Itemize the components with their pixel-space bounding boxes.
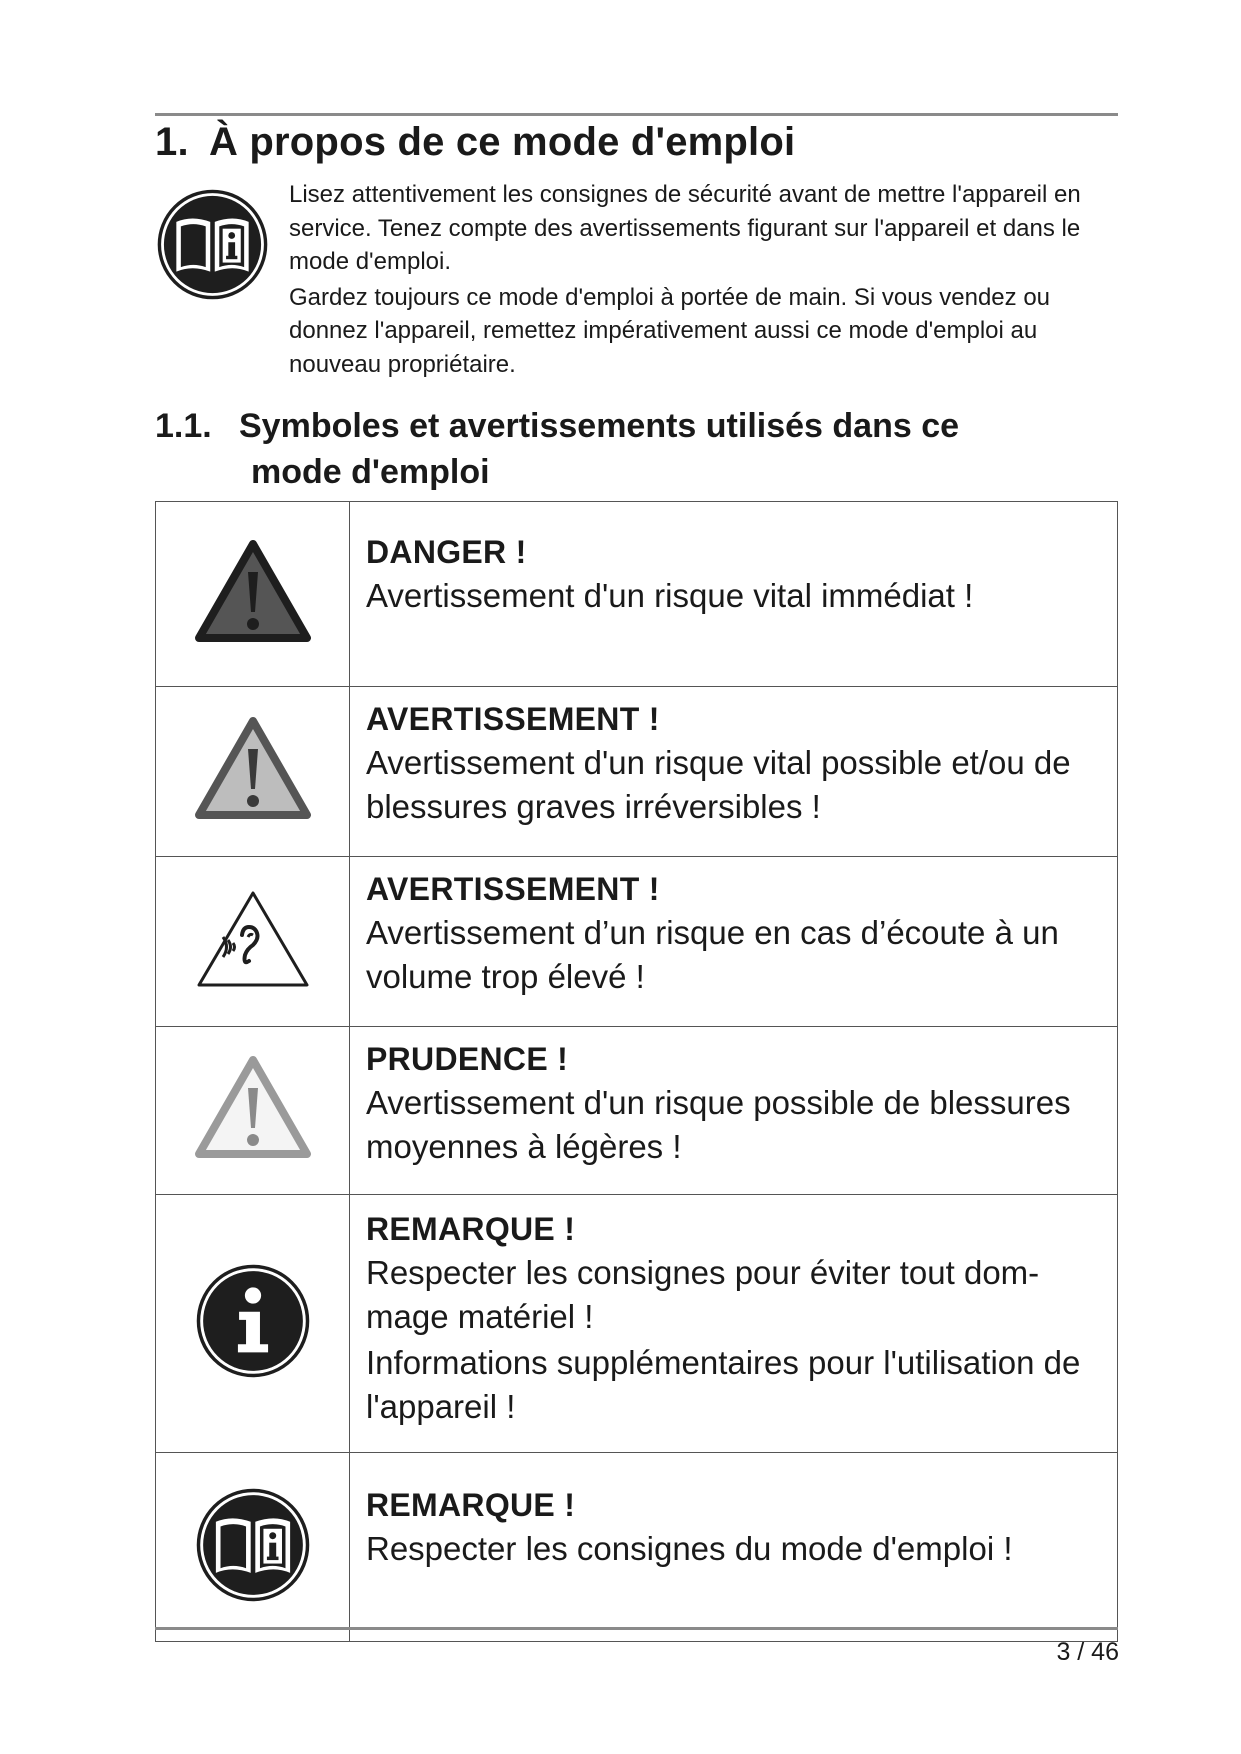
symbols-table [155,501,1118,1642]
intro-text [289,178,1119,383]
subsection-title-line1: Symboles et avertissements utilisés dans ce [239,407,960,445]
section-number: 1. [155,120,189,164]
section-title: À propos de ce mode d'emploi [209,120,796,164]
symbol-label: PRUDENCE ! [366,1041,569,1077]
table-row [156,1453,1118,1642]
symbol-description: Avertissement d'un risque vital immédiat ! [366,577,974,614]
subsection-number: 1.1. [155,407,212,445]
subsection-title [155,403,1055,495]
symbol-description-extra: Informations supplémentaires pour l'utilisation de l'appareil ! [366,1344,1081,1425]
hearing-warning-icon [193,885,313,993]
symbol-description: Respecter les consignes pour éviter tout dom-mage matériel ! [366,1254,1040,1335]
table-row [156,687,1118,857]
symbol-label: AVERTISSEMENT ! [366,701,660,737]
symbol-label: REMARQUE ! [366,1211,576,1247]
symbol-description: Avertissement d’un risque en cas d’écoute à un volume trop élevé ! [366,914,1059,995]
table-row [156,857,1118,1027]
symbol-label: AVERTISSEMENT ! [366,871,660,907]
top-rule [155,113,1118,116]
symbol-description: Avertissement d'un risque vital possible et/ou de blessures graves irréversibles ! [366,744,1071,825]
intro-paragraph: Lisez attentivement les consignes de sécurité avant de mettre l'appareil en service. Tenez compte des avertissements figurant sur l'appareil et dans le mode d'emploi. [289,181,1081,275]
danger-triangle-icon [193,538,313,646]
manual-info-icon [156,188,269,301]
page-number: 3 / 46 [1056,1638,1119,1666]
page-title [155,120,795,165]
caution-triangle-icon [193,1054,313,1162]
info-circle-icon [195,1263,311,1379]
symbol-description: Respecter les consignes du mode d'emploi ! [366,1530,1013,1567]
intro-paragraph: Gardez toujours ce mode d'emploi à portée de main. Si vous vendez ou donnez l'appareil, remettez impérativement aussi ce mode d'emploi au nouveau propriétaire. [289,283,1051,378]
bottom-rule [155,1627,1118,1630]
subsection-title-line2: mode d'emploi [251,453,490,491]
symbol-label: DANGER ! [366,534,527,570]
manual-info-icon [195,1487,311,1603]
symbol-description: Avertissement d'un risque possible de blessures moyennes à légères ! [366,1084,1071,1165]
table-row [156,1027,1118,1195]
table-row [156,502,1118,687]
table-row [156,1195,1118,1453]
warning-triangle-icon [193,715,313,823]
symbol-label: REMARQUE ! [366,1487,576,1523]
